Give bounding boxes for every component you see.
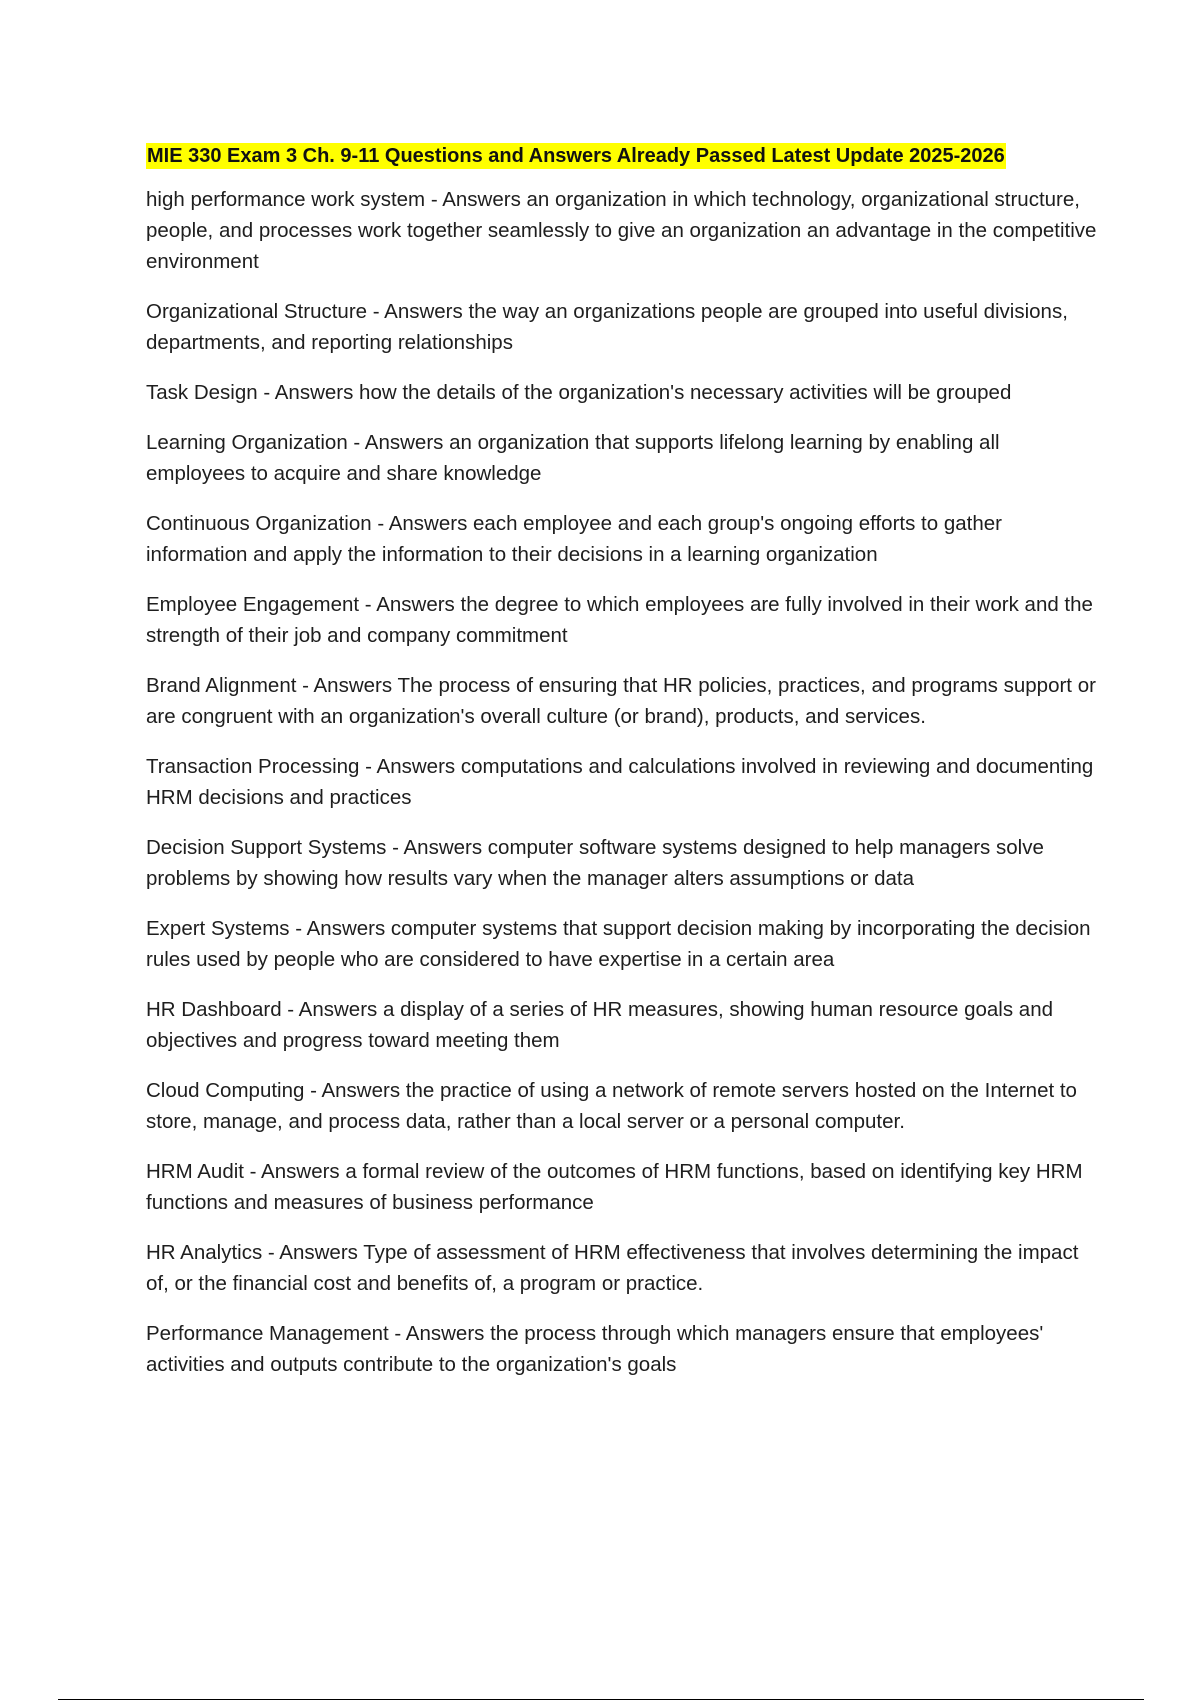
document-body (146, 142, 1101, 1399)
entry-cloud-computing: Cloud Computing - Answers the practice of using a network of remote servers hosted on the Internet to store, manage, and process data, rather than a local server or a personal computer. (146, 1079, 1077, 1133)
entry-decision-support-systems: Decision Support Systems - Answers computer software systems designed to help managers solve problems by showing how results vary when the manager alters assumptions or data (146, 836, 1044, 890)
title-block (146, 142, 1101, 170)
entry-organizational-structure: Organizational Structure - Answers the way an organizations people are grouped into useful divisions, departments, and reporting relationships (146, 300, 1068, 354)
document-title: MIE 330 Exam 3 Ch. 9-11 Questions and Answers Already Passed Latest Update 2025-2026 (147, 145, 1005, 167)
entry-task-design: Task Design - Answers how the details of the organization's necessary activities will be grouped (146, 381, 1012, 404)
entry-brand-alignment: Brand Alignment - Answers The process of ensuring that HR policies, practices, and programs support or are congruent with an organization's overall culture (or brand), products, and services. (146, 674, 1096, 728)
entry-hr-analytics: HR Analytics - Answers Type of assessment of HRM effectiveness that involves determining the impact of, or the financial cost and benefits of, a program or practice. (146, 1241, 1079, 1295)
entry-transaction-processing: Transaction Processing - Answers computations and calculations involved in reviewing and documenting HRM decisions and practices (146, 755, 1094, 809)
entry-performance-management: Performance Management - Answers the process through which managers ensure that employees' activities and outputs contribute to the organization's goals (146, 1322, 1044, 1376)
entry-hr-dashboard: HR Dashboard - Answers a display of a series of HR measures, showing human resource goals and objectives and progress toward meeting them (146, 998, 1053, 1052)
entry-learning-organization: Learning Organization - Answers an organization that supports lifelong learning by enabling all employees to acquire and share knowledge (146, 431, 1000, 485)
entry-expert-systems: Expert Systems - Answers computer systems that support decision making by incorporating the decision rules used by people who are considered to have expertise in a certain area (146, 917, 1091, 971)
entry-hrm-audit: HRM Audit - Answers a formal review of the outcomes of HRM functions, based on identifying key HRM functions and measures of business performance (146, 1160, 1083, 1214)
entry-employee-engagement: Employee Engagement - Answers the degree to which employees are fully involved in their work and the strength of their job and company commitment (146, 593, 1093, 647)
entry-continuous-organization: Continuous Organization - Answers each employee and each group's ongoing efforts to gather information and apply the information to their decisions in a learning organization (146, 512, 1002, 566)
entry-high-performance-work-system: high performance work system - Answers an organization in which technology, organizational structure, people, and processes work together seamlessly to give an organization an advantage in the competitive environment (146, 188, 1097, 273)
